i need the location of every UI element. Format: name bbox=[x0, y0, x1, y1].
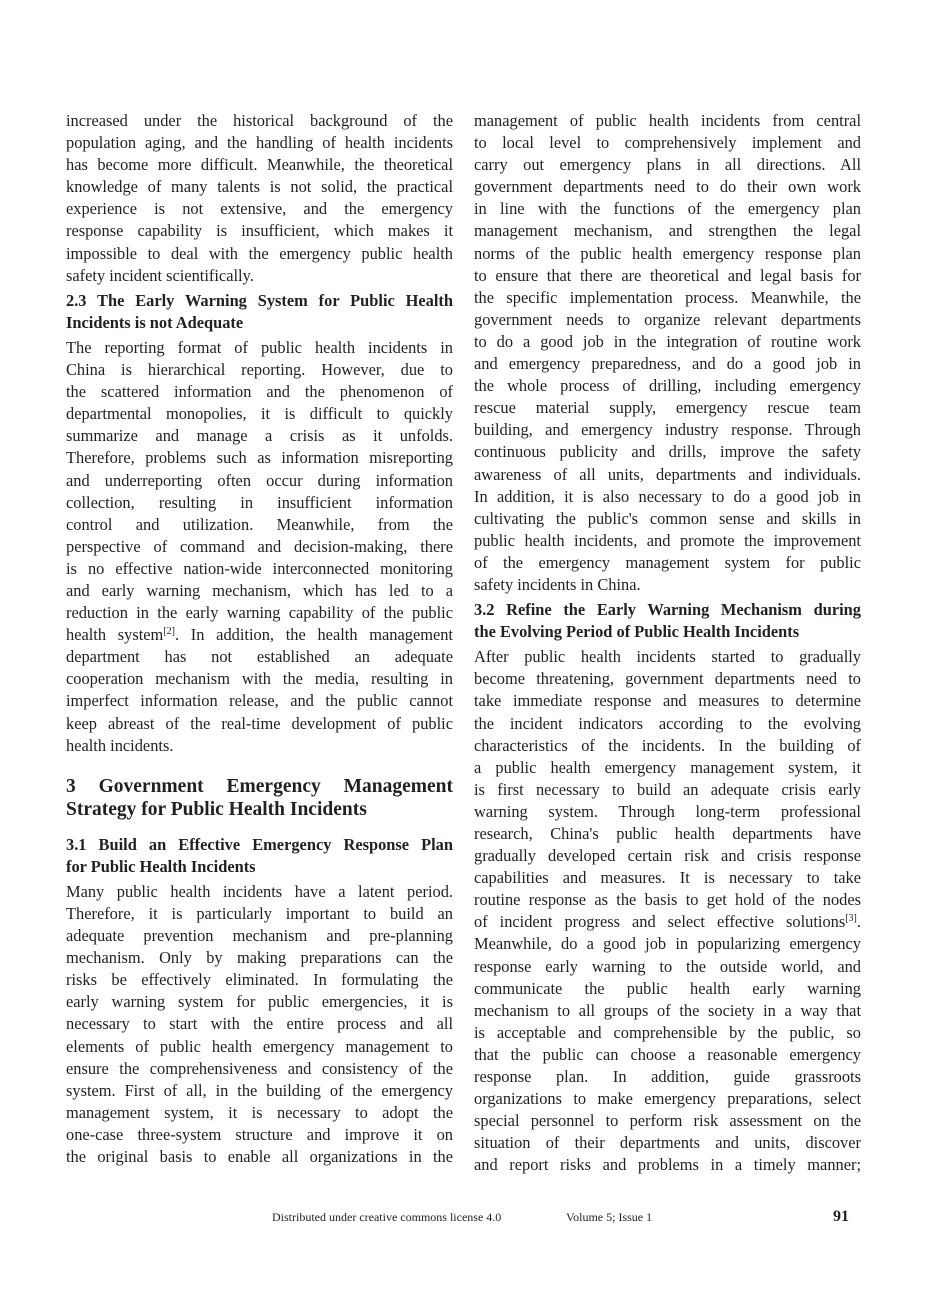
text-line: mechanism to all groups of the society in a way that bbox=[474, 1000, 861, 1020]
text-line: warning system. Through long-term professional bbox=[474, 801, 861, 821]
text-line: government needs to organize relevant departments bbox=[474, 309, 861, 329]
text-line: knowledge of many talents is not solid, the practical bbox=[66, 177, 453, 197]
text-line: government departments need to do their own work bbox=[474, 177, 861, 197]
text-line: Meanwhile, do a good job in popularizing emergency bbox=[474, 934, 861, 954]
text-line: the whole process of drilling, including emergency bbox=[474, 376, 861, 396]
license-text: Distributed under creative commons license 4.0 bbox=[272, 1210, 502, 1224]
heading-line: Incidents is not Adequate bbox=[66, 312, 244, 332]
text-line: elements of public health emergency management to bbox=[66, 1036, 453, 1056]
text-line: early warning system for public emergencies, it is bbox=[66, 992, 453, 1012]
text-line: is first necessary to build an adequate crisis early bbox=[474, 779, 861, 799]
text-line: control and utilization. Meanwhile, from the bbox=[66, 514, 453, 534]
heading-line: the Evolving Period of Public Health Incidents bbox=[474, 622, 800, 642]
text-line: become threatening, government departments need to bbox=[474, 669, 861, 689]
text-line: perspective of command and decision-making, there bbox=[66, 536, 453, 556]
text-line: capabilities and measures. It is necessary to take bbox=[474, 868, 861, 888]
text-line: one-case three-system structure and improve it on bbox=[66, 1124, 453, 1144]
text-line: Therefore, it is particularly important to build an bbox=[66, 904, 453, 923]
text-line: Many public health incidents have a latent period. bbox=[66, 881, 453, 901]
section-3-2-heading bbox=[474, 599, 861, 643]
text-line: management system, it is necessary to adopt the bbox=[66, 1102, 453, 1122]
continued-paragraph bbox=[474, 110, 861, 596]
citation-line: of incident progress and select effective solutions[3]. bbox=[474, 912, 861, 932]
text-line: to ensure that there are theoretical and legal basis for bbox=[474, 265, 861, 285]
heading-line: 3.2 Refine the Early Warning Mechanism during bbox=[474, 600, 861, 620]
text-line: management of public health incidents from central bbox=[474, 111, 861, 130]
text-line: mechanism. Only by making preparations can the bbox=[66, 948, 453, 968]
citation-ref[interactable]: [2] bbox=[163, 626, 175, 638]
text-line: characteristics of the incidents. In the building of bbox=[474, 735, 861, 755]
text-line: response early warning to the outside world, and bbox=[474, 956, 861, 976]
text-line: cooperation mechanism with the media, resulting in bbox=[66, 669, 453, 689]
page-number: 91 bbox=[833, 1208, 849, 1225]
text-line: population aging, and the handling of health incidents bbox=[66, 133, 453, 153]
text-line: a public health emergency management system, it bbox=[474, 757, 861, 777]
text-line: response capability is insufficient, which makes it bbox=[66, 221, 453, 241]
text-line: system. First of all, in the building of the emergency bbox=[66, 1080, 453, 1100]
text-line: cultivating the public's common sense and skills in bbox=[474, 508, 861, 528]
continued-paragraph bbox=[66, 110, 453, 287]
text-line: and underreporting often occur during information bbox=[66, 470, 453, 490]
page-footer bbox=[0, 1209, 925, 1229]
citation-ref[interactable]: [3] bbox=[845, 913, 857, 925]
text-line: necessary to start with the entire process and all bbox=[66, 1014, 453, 1034]
text-line: of the emergency management system for public bbox=[474, 552, 861, 572]
text-line: awareness of all units, departments and individuals. bbox=[474, 464, 861, 484]
text-line: summarize and manage a crisis as it unfolds. bbox=[66, 426, 453, 446]
text-line: After public health incidents started to gradually bbox=[474, 647, 861, 667]
heading-line: Strategy for Public Health Incidents bbox=[66, 798, 367, 820]
text-line: safety incidents in China. bbox=[474, 574, 641, 594]
text-line: communicate the public health early warning bbox=[474, 978, 861, 998]
section-3-heading bbox=[66, 775, 453, 821]
text-line: in line with the functions of the emergency plan bbox=[474, 199, 861, 219]
text-line: The reporting format of public health incidents in bbox=[66, 337, 453, 357]
text-line: keep abreast of the real-time development of public bbox=[66, 713, 453, 733]
text-line: ensure the comprehensiveness and consistency of the bbox=[66, 1058, 453, 1078]
text-line: risks be effectively eliminated. In formulating the bbox=[66, 970, 453, 990]
section-3-2-body bbox=[474, 646, 861, 1176]
text-line: experience is not extensive, and the emergency bbox=[66, 199, 453, 219]
section-2-3-body bbox=[66, 337, 453, 757]
volume-issue: Volume 5; Issue 1 bbox=[566, 1210, 653, 1224]
text-line: routine response as the basis to get hold of the nodes bbox=[474, 890, 861, 910]
text-line: norms of the public health emergency response plan bbox=[474, 243, 861, 263]
text-line: building, and emergency industry response. Through bbox=[474, 420, 861, 440]
text-line: is no effective nation-wide interconnected monitoring bbox=[66, 558, 453, 578]
text-line: to do a good job in the integration of routine work bbox=[474, 331, 861, 351]
text-line: research, China's public health departments have bbox=[474, 824, 861, 843]
citation-line: health system[2]. In addition, the health management bbox=[66, 625, 453, 645]
left-column bbox=[66, 110, 453, 1168]
text-line: departmental monopolies, it is difficult to quickly bbox=[66, 404, 453, 424]
text-line: and early warning mechanism, which has led to a bbox=[66, 580, 453, 600]
text-line: In addition, it is also necessary to do a good job in bbox=[474, 486, 861, 506]
text-line: gradually developed certain risk and crisis response bbox=[474, 846, 861, 866]
heading-line: for Public Health Incidents bbox=[66, 856, 256, 876]
text-line: response plan. In addition, guide grassroots bbox=[474, 1067, 861, 1087]
text-line: is acceptable and comprehensible by the public, so bbox=[474, 1022, 861, 1042]
text-line: collection, resulting in insufficient information bbox=[66, 492, 453, 512]
section-3-1-heading bbox=[66, 834, 453, 878]
text-line: adequate prevention mechanism and pre-planning bbox=[66, 926, 453, 946]
text-line: special personnel to perform risk assessment on the bbox=[474, 1111, 861, 1131]
text-line: continuous publicity and drills, improve the safety bbox=[474, 442, 861, 462]
text-line: Therefore, problems such as information misreporting bbox=[66, 448, 453, 468]
text-line: the scattered information and the phenomenon of bbox=[66, 382, 453, 402]
text-line: situation of their departments and units, discover bbox=[474, 1133, 861, 1153]
text-line: department has not established an adequate bbox=[66, 647, 453, 667]
text-line: China is hierarchical reporting. However, due to bbox=[66, 360, 453, 380]
text-line: increased under the historical background of the bbox=[66, 111, 453, 130]
text-line: and report risks and problems in a timely manner; bbox=[474, 1155, 861, 1175]
text-line: rescue material supply, emergency rescue team bbox=[474, 398, 861, 418]
text-line: impossible to deal with the emergency public health bbox=[66, 243, 453, 263]
text-line: management mechanism, and strengthen the legal bbox=[474, 221, 861, 241]
heading-line: 3.1 Build an Effective Emergency Response Plan bbox=[66, 834, 453, 854]
section-2-3-heading bbox=[66, 290, 453, 334]
text-line: has become more difficult. Meanwhile, the theoretical bbox=[66, 155, 453, 175]
text-line: public health incidents, and promote the improvement bbox=[474, 530, 861, 550]
text-line: the specific implementation process. Meanwhile, the bbox=[474, 287, 861, 307]
heading-line: 3 Government Emergency Management bbox=[66, 775, 453, 797]
text-line: and emergency preparedness, and do a good job in bbox=[474, 354, 861, 374]
text-line: organizations to make emergency preparations, select bbox=[474, 1089, 861, 1109]
right-column bbox=[474, 110, 861, 1177]
text-line: reduction in the early warning capability of the public bbox=[66, 603, 453, 623]
text-line: carry out emergency plans in all directions. All bbox=[474, 155, 861, 175]
text-line: safety incident scientifically. bbox=[66, 265, 254, 285]
text-line: the incident indicators according to the evolving bbox=[474, 713, 861, 733]
text-line: take immediate response and measures to determine bbox=[474, 691, 861, 711]
text-line: the original basis to enable all organizations in the bbox=[66, 1147, 453, 1167]
text-line: imperfect information release, and the public cannot bbox=[66, 691, 453, 711]
section-3-1-body bbox=[66, 881, 453, 1168]
heading-line: 2.3 The Early Warning System for Public Health bbox=[66, 290, 453, 310]
text-line: health incidents. bbox=[66, 735, 174, 755]
text-line: to local level to comprehensively implement and bbox=[474, 133, 861, 153]
text-line: that the public can choose a reasonable emergency bbox=[474, 1044, 861, 1064]
